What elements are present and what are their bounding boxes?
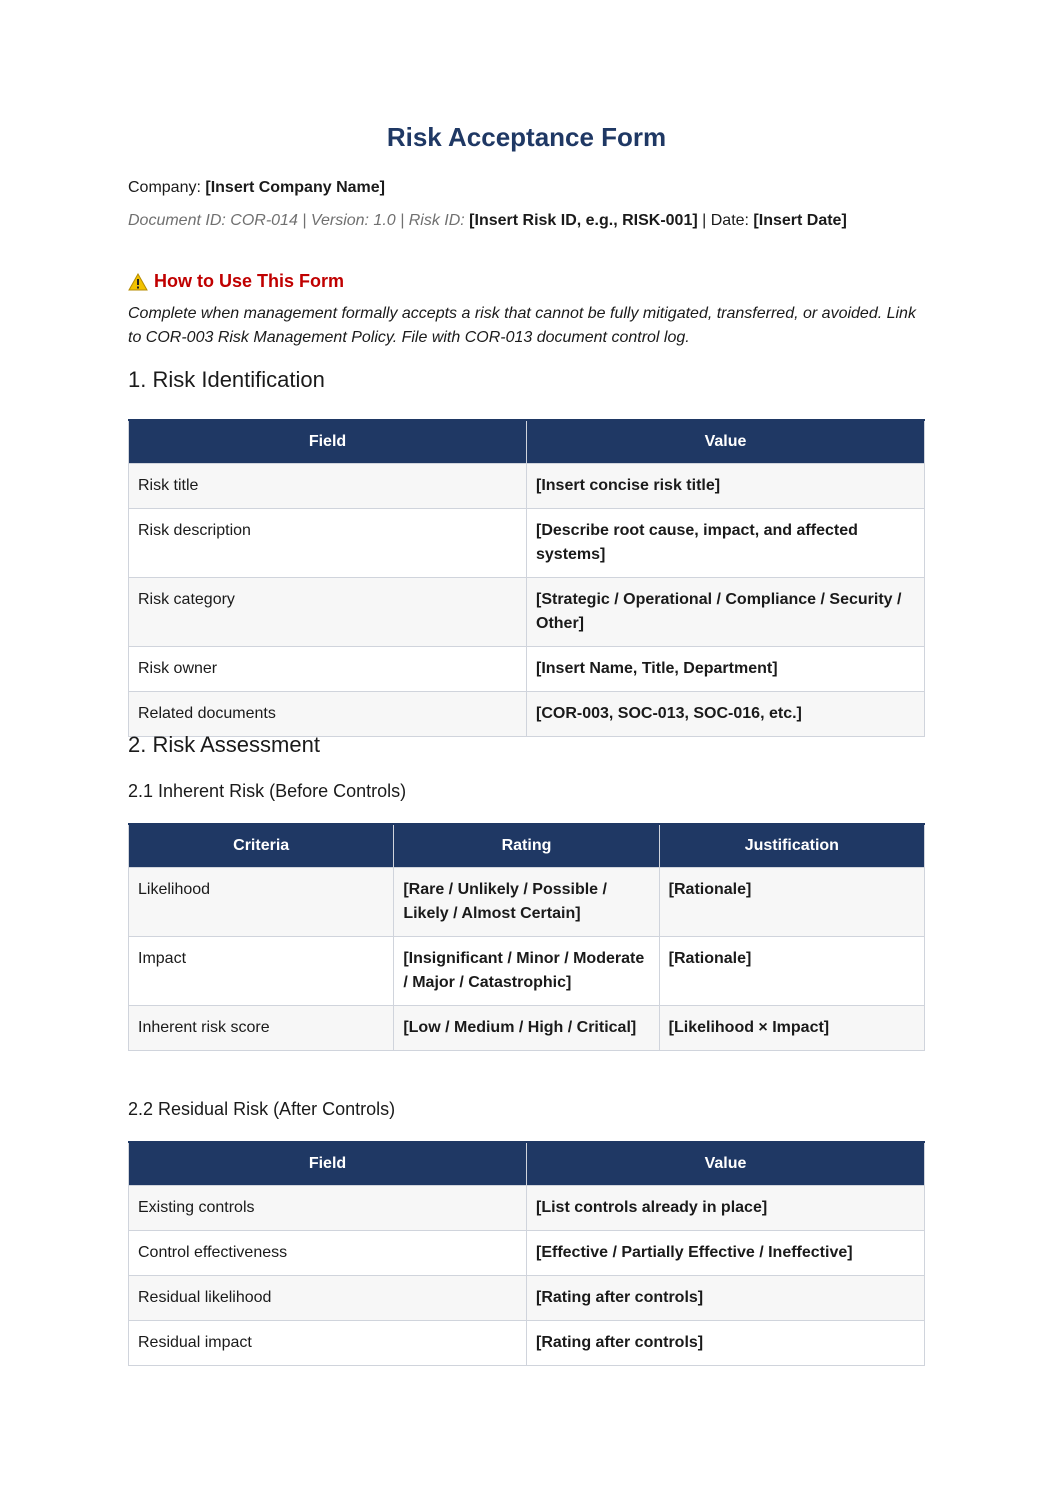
field-cell: Residual likelihood [129, 1276, 527, 1321]
how-to-heading [128, 271, 344, 292]
column-header: Field [129, 420, 527, 464]
justification-cell: [Rationale] [659, 937, 924, 1006]
column-header: Value [527, 420, 925, 464]
company-label: Company: [128, 179, 206, 196]
company-value: [Insert Company Name] [205, 179, 385, 196]
value-cell: [Rating after controls] [527, 1276, 925, 1321]
field-cell: Risk category [129, 578, 527, 647]
inherent-risk-table [128, 823, 925, 1051]
table-row [129, 1321, 925, 1366]
table-row [129, 509, 925, 578]
page-title: Risk Acceptance Form [386, 122, 667, 152]
date-label: | Date: [697, 212, 754, 229]
criteria-cell: Likelihood [129, 868, 394, 937]
value-cell: [Rating after controls] [527, 1321, 925, 1366]
table-row [129, 1186, 925, 1231]
value-cell: [Insert concise risk title] [527, 464, 925, 509]
how-to-text: Complete when management formally accepts a risk that cannot be fully mitigated, transferred, or avoided. Link to COR-003 Risk Management Policy. File with COR-013 document control log. [128, 305, 916, 346]
criteria-cell: Inherent risk score [129, 1006, 394, 1051]
table-row [129, 692, 925, 737]
value-cell: [COR-003, SOC-013, SOC-016, etc.] [527, 692, 925, 737]
table-row [129, 1276, 925, 1321]
table-row [129, 647, 925, 692]
how-to-heading-text: How to Use This Form [154, 271, 345, 291]
document-meta [128, 212, 847, 230]
risk-identification-table [128, 419, 925, 737]
value-cell: [Describe root cause, impact, and affected systems] [527, 509, 925, 578]
risk-id-value: [Insert Risk ID, e.g., RISK-001] [469, 212, 698, 229]
field-cell: Control effectiveness [129, 1231, 527, 1276]
rating-cell: [Rare / Unlikely / Possible / Likely / Almost Certain] [394, 868, 659, 937]
column-header: Rating [394, 824, 659, 868]
table-header-row [129, 420, 925, 464]
residual-risk-heading: 2.2 Residual Risk (After Controls) [128, 1099, 396, 1119]
document-id: Document ID: COR-014 | Version: 1.0 | Risk ID: [128, 212, 470, 229]
column-header: Value [527, 1142, 925, 1186]
section-risk-assessment-heading: 2. Risk Assessment [128, 732, 320, 757]
section-risk-identification-heading: 1. Risk Identification [128, 367, 325, 392]
table-row [129, 464, 925, 509]
company-line [128, 179, 385, 197]
inherent-risk-heading: 2.1 Inherent Risk (Before Controls) [128, 781, 407, 801]
field-cell: Residual impact [129, 1321, 527, 1366]
table-row [129, 1006, 925, 1051]
table-header-row [129, 824, 925, 868]
justification-cell: [Rationale] [659, 868, 924, 937]
justification-cell: [Likelihood × Impact] [659, 1006, 924, 1051]
table-row [129, 1231, 925, 1276]
rating-cell: [Low / Medium / High / Critical] [394, 1006, 659, 1051]
field-cell: Risk title [129, 464, 527, 509]
date-value: [Insert Date] [753, 212, 847, 229]
column-header: Field [129, 1142, 527, 1186]
table-row [129, 578, 925, 647]
value-cell: [Effective / Partially Effective / Ineffective] [527, 1231, 925, 1276]
field-cell: Related documents [129, 692, 527, 737]
value-cell: [Insert Name, Title, Department] [527, 647, 925, 692]
field-cell: Risk description [129, 509, 527, 578]
rating-cell: [Insignificant / Minor / Moderate / Major / Catastrophic] [394, 937, 659, 1006]
value-cell: [Strategic / Operational / Compliance / Security / Other] [527, 578, 925, 647]
residual-risk-table [128, 1141, 925, 1366]
table-row [129, 868, 925, 937]
table-row [129, 937, 925, 1006]
criteria-cell: Impact [129, 937, 394, 1006]
field-cell: Existing controls [129, 1186, 527, 1231]
field-cell: Risk owner [129, 647, 527, 692]
warning-icon [128, 273, 148, 291]
table-header-row [129, 1142, 925, 1186]
value-cell: [List controls already in place] [527, 1186, 925, 1231]
column-header: Criteria [129, 824, 394, 868]
column-header: Justification [659, 824, 924, 868]
